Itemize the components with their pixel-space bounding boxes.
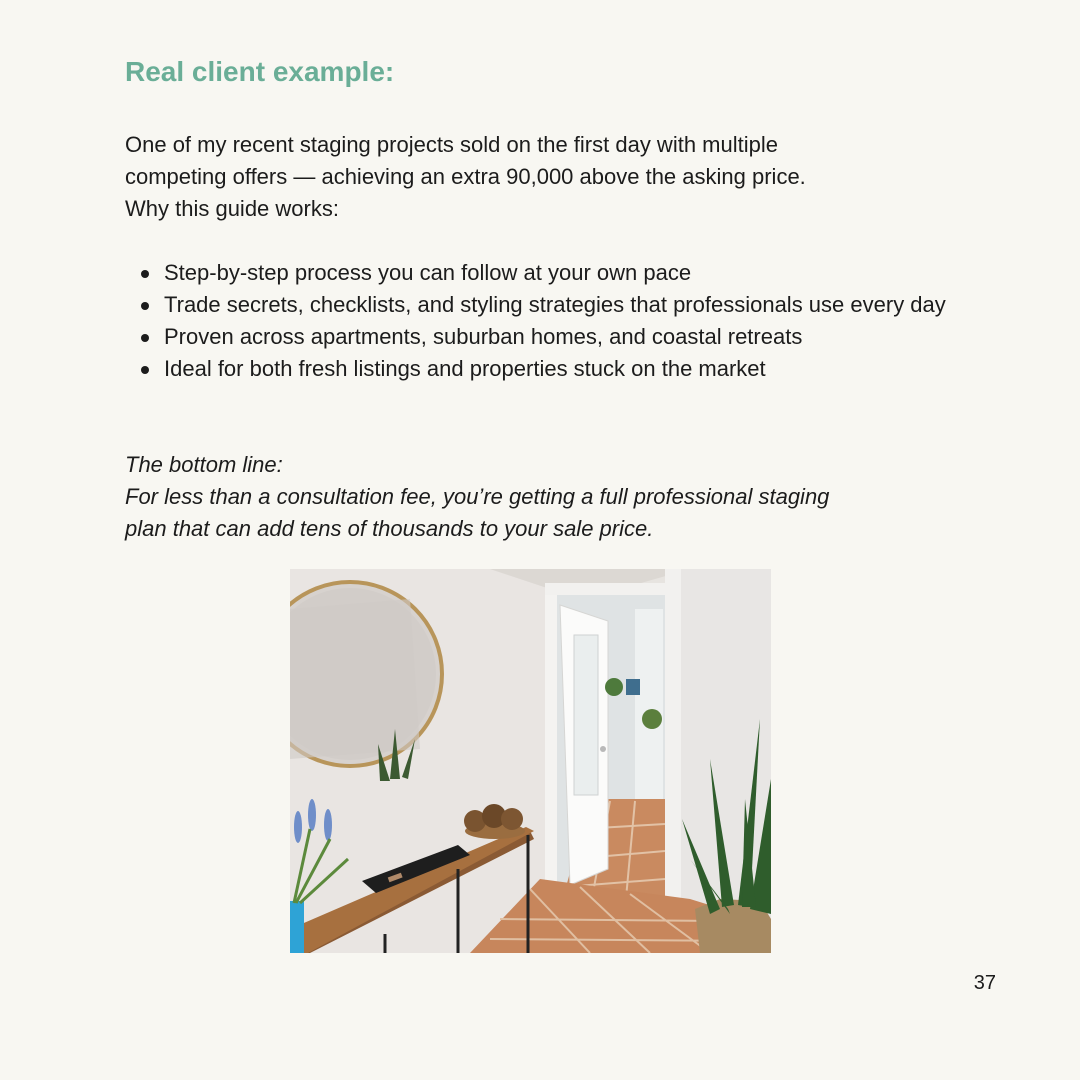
intro-line: One of my recent staging projects sold on the first day with multiple — [125, 132, 778, 157]
list-item: Step-by-step process you can follow at your own pace — [164, 257, 1024, 289]
bottom-line-paragraph — [125, 449, 995, 545]
bottom-line-text: plan that can add tens of thousands to your sale price. — [125, 516, 654, 541]
page-number: 37 — [973, 972, 996, 994]
benefits-list — [125, 257, 1024, 385]
staged-hallway-photo — [290, 569, 771, 953]
bottom-line-text: For less than a consultation fee, you’re getting a full professional staging — [125, 484, 830, 509]
intro-line: competing offers — achieving an extra 90,000 above the asking price. — [125, 164, 806, 189]
intro-paragraph — [125, 129, 985, 225]
intro-line: Why this guide works: — [125, 196, 339, 221]
section-heading: Real client example: — [125, 56, 395, 87]
bottom-line-label: The bottom line: — [125, 452, 283, 477]
list-item: Proven across apartments, suburban homes, and coastal retreats — [164, 321, 1024, 353]
list-item: Ideal for both fresh listings and properties stuck on the market — [164, 353, 1024, 385]
list-item: Trade secrets, checklists, and styling strategies that professionals use every day — [164, 289, 1024, 321]
